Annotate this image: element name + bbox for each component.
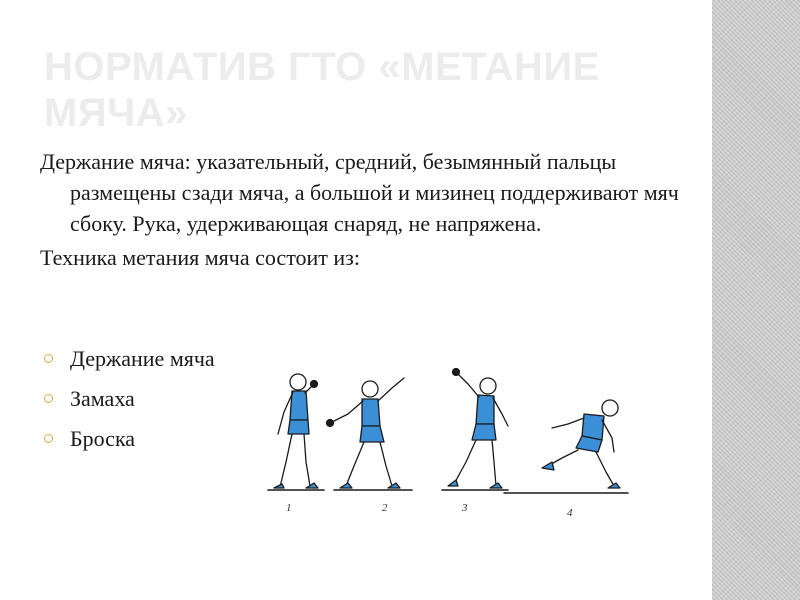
list-item-label: Замаха	[70, 386, 135, 411]
athlete-figure-2	[327, 378, 405, 488]
ball-throw-illustration	[262, 362, 642, 522]
side-decoration-strip	[712, 0, 800, 600]
technique-list	[40, 339, 215, 459]
list-item	[40, 379, 215, 419]
list-item	[40, 339, 215, 379]
figure-label-4: 4	[567, 507, 573, 519]
list-item-label: Броска	[70, 426, 136, 451]
slide-title: НОРМАТИВ ГТО «МЕТАНИЕ МЯЧА»	[44, 45, 600, 135]
list-item	[40, 419, 215, 459]
athlete-figure-4	[542, 400, 620, 488]
bullet-circle-icon	[44, 434, 53, 443]
athlete-figure-3	[448, 369, 508, 489]
figure-label-1: 1	[286, 502, 292, 514]
bullet-circle-icon	[44, 354, 53, 363]
list-item-label: Держание мяча	[70, 346, 215, 371]
bullet-circle-icon	[44, 394, 53, 403]
grip-description: Держание мяча: указательный, средний, безымянный пальцы размещены сзади мяча, а большой и мизинец поддерживают мяч сбоку. Рука, удерживающая снаряд, не напряжена.	[40, 149, 679, 236]
athlete-figure-1	[274, 374, 318, 488]
figure-label-2: 2	[382, 502, 388, 514]
figure-label-3: 3	[462, 502, 468, 514]
slide-body	[40, 146, 690, 273]
technique-intro: Техника метания мяча состоит из:	[40, 245, 360, 270]
